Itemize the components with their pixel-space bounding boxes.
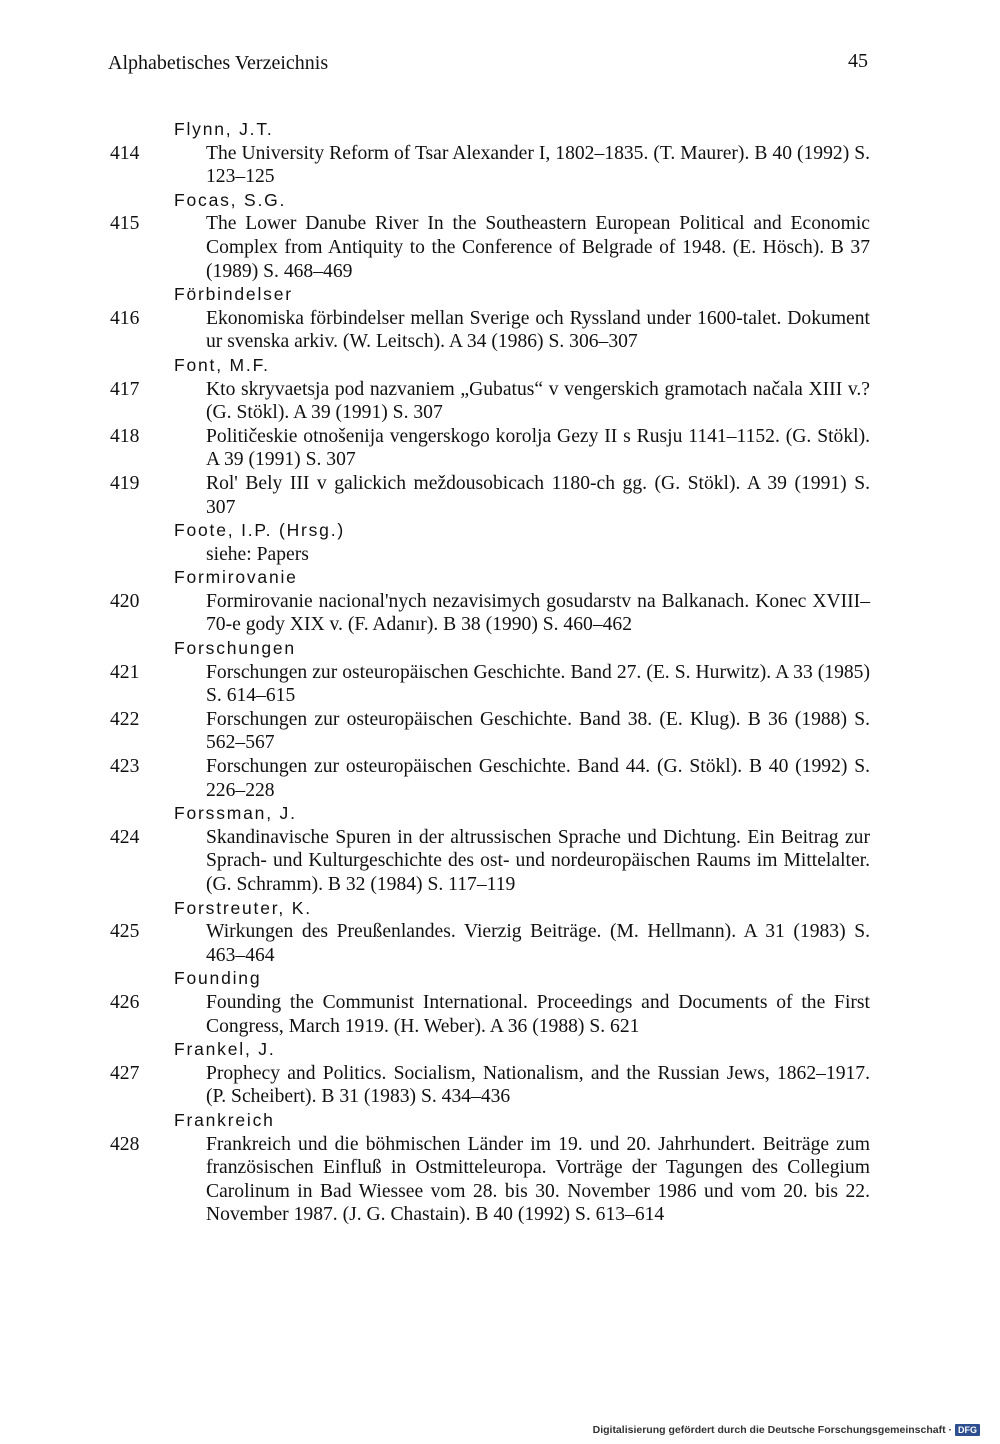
entry-text: Forschungen zur osteuropäischen Geschichte. Band 27. (E. S. Hurwitz). A 33 (1985) S. 614–615: [206, 661, 870, 707]
index-heading: Forschungen: [174, 638, 296, 659]
entry-number: 426: [110, 991, 140, 1013]
index-entry: [110, 1062, 870, 1109]
page-header: [108, 52, 868, 82]
index-entry: [110, 590, 870, 637]
entry-number: 423: [110, 756, 140, 778]
entry-text: Frankreich und die böhmischen Länder im 19. und 20. Jahrhundert. Beiträge zum französischen Einfluß in Ostmitteleuropa. Vorträge der Tagungen des Collegium Carolinum in Bad Wiessee vom 28. bis 30. November 1986 und vom 20. bis 22. November 1987. (J. G. Chastain). B 40 (1992) S. 613–614: [206, 1133, 870, 1226]
index-entry: [110, 755, 870, 802]
digitization-credit: Digitalisierung gefördert durch die Deutsche Forschungsgemeinschaft ·: [592, 1424, 952, 1436]
index-entry: [110, 991, 870, 1038]
index-heading: Forstreuter, K.: [174, 897, 312, 918]
entry-number: 425: [110, 921, 140, 943]
entry-number: 416: [110, 307, 140, 329]
entry-text: Kto skryvaetsja pod nazvaniem „Gubatus“ v vengerskich gramotach načala XIII v.? (G. Stökl). A 39 (1991) S. 307: [206, 378, 870, 424]
page-number: 45: [848, 50, 868, 72]
index-entry: [110, 1133, 870, 1227]
index-heading: Focas, S.G.: [174, 189, 287, 210]
entry-number: 420: [110, 590, 140, 612]
entry-text: Wirkungen des Preußenlandes. Vierzig Beiträge. (M. Hellmann). A 31 (1983) S. 463–464: [206, 921, 870, 966]
index-heading: Forssman, J.: [174, 803, 297, 824]
index-entry: [110, 307, 870, 354]
entry-text: Rol' Bely III v galickich meždousobicach 1180-ch gg. (G. Stökl). A 39 (1991) S. 307: [206, 472, 870, 518]
index-entry: [110, 378, 870, 425]
index-heading: Foote, I.P. (Hrsg.): [174, 520, 346, 541]
entry-text: The University Reform of Tsar Alexander I, 1802–1835. (T. Maurer). B 40 (1992) S. 123–125: [206, 142, 870, 188]
entry-text: The Lower Danube River In the Southeastern European Political and Economic Complex from Antiquity to the Conference of Belgrade of 1948. (E. Hösch). B 37 (1989) S. 468–469: [206, 213, 870, 282]
index-entry: [110, 708, 870, 755]
dfg-logo: DFG: [955, 1424, 980, 1436]
entry-number: 424: [110, 826, 140, 848]
entry-number: 418: [110, 425, 140, 447]
cross-reference: [110, 543, 870, 567]
entry-text: Političeskie otnošenija vengerskogo korolja Gezy II s Rusju 1141–1152. (G. Stökl). A 39 (1991) S. 307: [206, 425, 870, 471]
index-entry: [110, 472, 870, 519]
index-entry: [110, 212, 870, 283]
index-heading: Frankel, J.: [174, 1039, 276, 1060]
entry-text: Founding the Communist International. Proceedings and Documents of the First Congress, March 1919. (H. Weber). A 36 (1988) S. 621: [206, 991, 870, 1037]
index-heading: Font, M.F.: [174, 354, 270, 375]
index-heading: Flynn, J.T.: [174, 119, 274, 139]
index-entry: [110, 661, 870, 708]
entry-text: Forschungen zur osteuropäischen Geschichte. Band 44. (G. Stökl). B 40 (1992) S. 226–228: [206, 756, 870, 801]
entry-number: 427: [110, 1062, 140, 1084]
footer-credit: [593, 1424, 980, 1436]
index-entry: [110, 425, 870, 472]
index-heading: Formirovanie: [174, 567, 298, 588]
entry-text: Skandinavische Spuren in der altrussischen Sprache und Dichtung. Ein Beitrag zur Sprach- und Kulturgeschichte des ost- und nordeuropäischen Raums im Mittelalter. (G. Schramm). B 32 (1984) S. 117–119: [206, 826, 870, 895]
entry-number: 417: [110, 378, 140, 400]
running-title: Alphabetisches Verzeichnis: [108, 52, 329, 74]
entry-number: 419: [110, 472, 140, 494]
entry-text: Prophecy and Politics. Socialism, Nationalism, and the Russian Jews, 1862–1917. (P. Scheibert). B 31 (1983) S. 434–436: [206, 1062, 870, 1108]
index-entry: [110, 920, 870, 967]
entry-text: Forschungen zur osteuropäischen Geschichte. Band 38. (E. Klug). B 36 (1988) S. 562–567: [206, 708, 870, 754]
index-heading: Förbindelser: [174, 284, 293, 305]
cross-reference-text: siehe: Papers: [206, 543, 309, 565]
entry-number: 414: [110, 142, 140, 164]
entry-number: 422: [110, 708, 140, 730]
index-entry: [110, 142, 870, 189]
entry-text: Formirovanie nacional'nych nezavisimych gosudarstv na Balkanach. Konec XVIII–70-e gody XIX v. (F. Adanır). B 38 (1990) S. 460–462: [206, 590, 870, 636]
entry-number: 421: [110, 661, 140, 683]
entry-number: 428: [110, 1133, 140, 1155]
index-heading: Frankreich: [174, 1109, 275, 1130]
entry-text: Ekonomiska förbindelser mellan Sverige och Ryssland under 1600-talet. Dokument ur svenska arkiv. (W. Leitsch). A 34 (1986) S. 306–307: [206, 307, 870, 353]
entry-number: 415: [110, 213, 140, 235]
index-list: [110, 118, 870, 1227]
index-entry: [110, 826, 870, 897]
index-heading: Founding: [174, 968, 262, 989]
